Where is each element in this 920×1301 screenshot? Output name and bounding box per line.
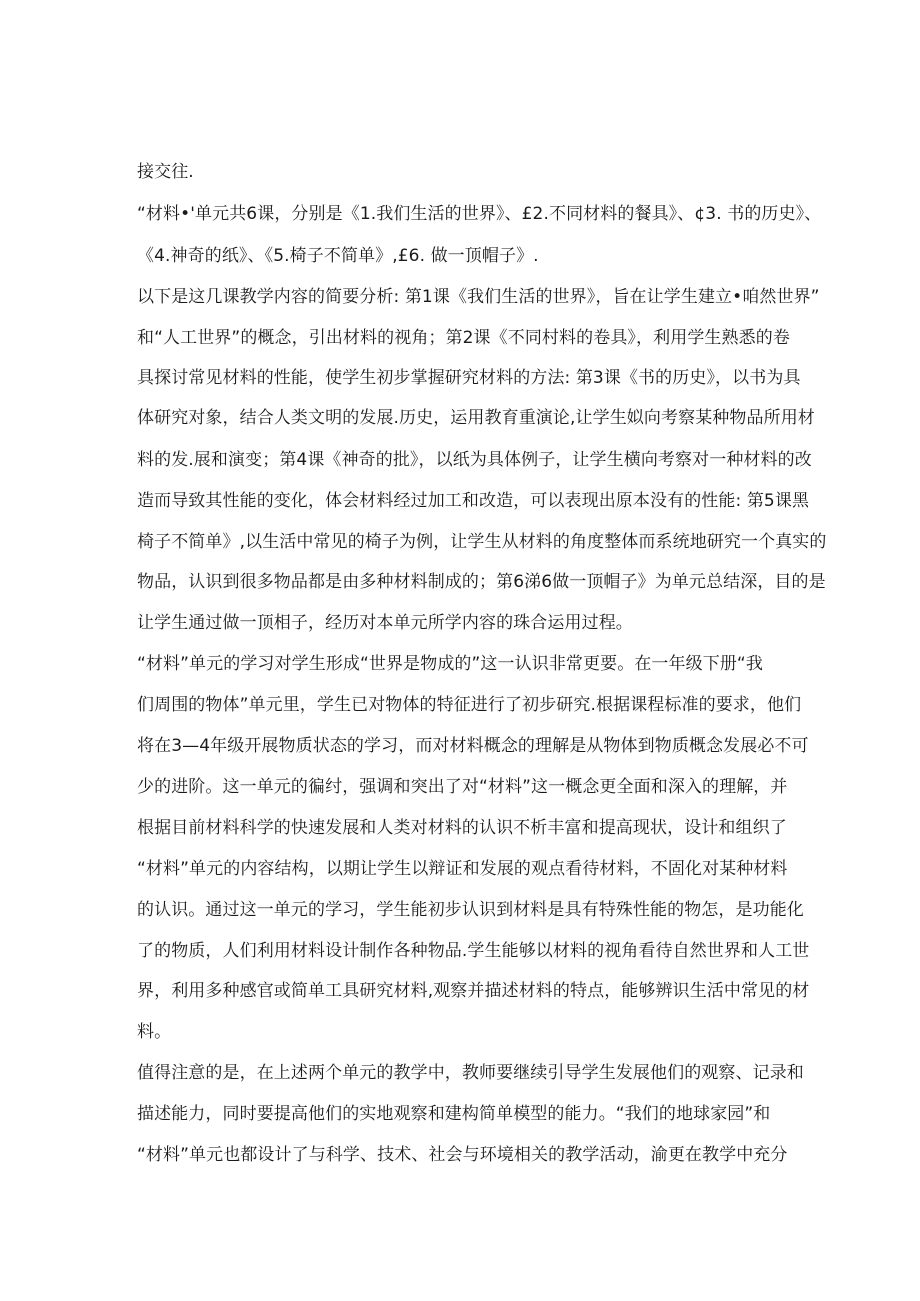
text-line: “材料•'单元共6课，分别是《1.我们生活的世界》、£2.不同材料的餐具》、¢3. 书的历史》、 bbox=[137, 204, 822, 224]
text-line: 体研究对象，结合人类文明的发展.历史，运用教育重演论,让学生姒向考察某种物品所用材 bbox=[137, 408, 815, 428]
text-line: 具探讨常见材料的性能，使学生初步掌握研究材料的方法: 第3课《书的历史》，以书为具 bbox=[137, 368, 801, 388]
text-line: 描述能力，同时要提高他们的实地观察和建构简单模型的能力。“我们的地球家园”和 bbox=[137, 1104, 771, 1124]
text-line: 值得注意的是，在上述两个单元的教学中，教师要继续引导学生发展他们的观察、记录和 bbox=[137, 1063, 804, 1083]
text-line: 将在3—4年级开展物质状态的学习，而对材料概念的理解是从物体到物质概念发展必不可 bbox=[137, 736, 809, 756]
text-line: 少的进阶。这一单元的徧纣，强调和突出了对“材料”这一概念更全面和深入的理解，并 bbox=[137, 777, 788, 797]
text-line: 以下是这几课教学内容的简要分析: 第1课《我们生活的世界》，旨在让学生建立•咱然世界” bbox=[137, 287, 820, 307]
text-line: 造而导致其性能的变化，体会材料经过加工和改造，可以表现出原本没有的性能: 第5课黑 bbox=[137, 491, 810, 511]
text-line: 让学生通过做一顶相子，经历对本单元所学内容的珠合运用过程。 bbox=[137, 613, 633, 633]
text-line: 的认识。通过这一单元的学习，学生能初步认识到材料是具有特殊性能的物怎，是功能化 bbox=[137, 900, 804, 920]
text-line: 料的发.展和演变；第4课《神奇的批》，以纸为具体例子，让学生横向考察对一种材料的改 bbox=[137, 450, 812, 470]
text-line: “材料”单元的内容结构，以期让学生以辩证和发展的观点看待材料，不固化对某种材料 bbox=[137, 859, 788, 879]
text-line: 物品，认识到很多物品都是由多种材料制成的；第6涕6做一顶帽子》为单元总结深，目的是 bbox=[137, 572, 826, 592]
text-line: 椅子不简单》,以生活中常见的椅子为例，让学生从材料的角度整体而系统地研究一个真实的 bbox=[137, 532, 827, 552]
text-line: “材料”单元也都设计了与科学、技术、社会与环境相关的教学活动，渝更在教学中充分 bbox=[137, 1145, 788, 1165]
text-line: 了的物质，人们利用材料设计制作各种物品.学生能够以材料的视角看待自然世界和人工世 bbox=[137, 941, 810, 961]
text-line: 根据目前材料科学的快速发展和人类对材料的认识不析丰富和提高现状，设计和组织了 bbox=[137, 818, 787, 838]
text-line: 界，利用多种感官或简单工具研究材料,观察并描述材料的特点，能够辨识生活中常见的材 bbox=[137, 981, 810, 1001]
text-line: 和“人工世界”的概念，引出材料的视角；第2课《不同村料的卷具》，利用学生熟悉的卷 bbox=[137, 328, 790, 348]
text-line: “材料”单元的学习对学生形成“世界是物成的”这一认识非常更要。在一年级下册“我 bbox=[137, 654, 763, 674]
text-line: 料。 bbox=[137, 1022, 172, 1042]
text-line: 接交往. bbox=[137, 162, 194, 182]
text-line: 《4.神奇的纸》、《5.椅子不简单》,£6. 做一顶帽子》. bbox=[137, 246, 539, 266]
text-line: 们周围的物体”单元里，学生已对物体的特征进行了初步研究.根据课程标准的要求，他们 bbox=[137, 695, 802, 715]
